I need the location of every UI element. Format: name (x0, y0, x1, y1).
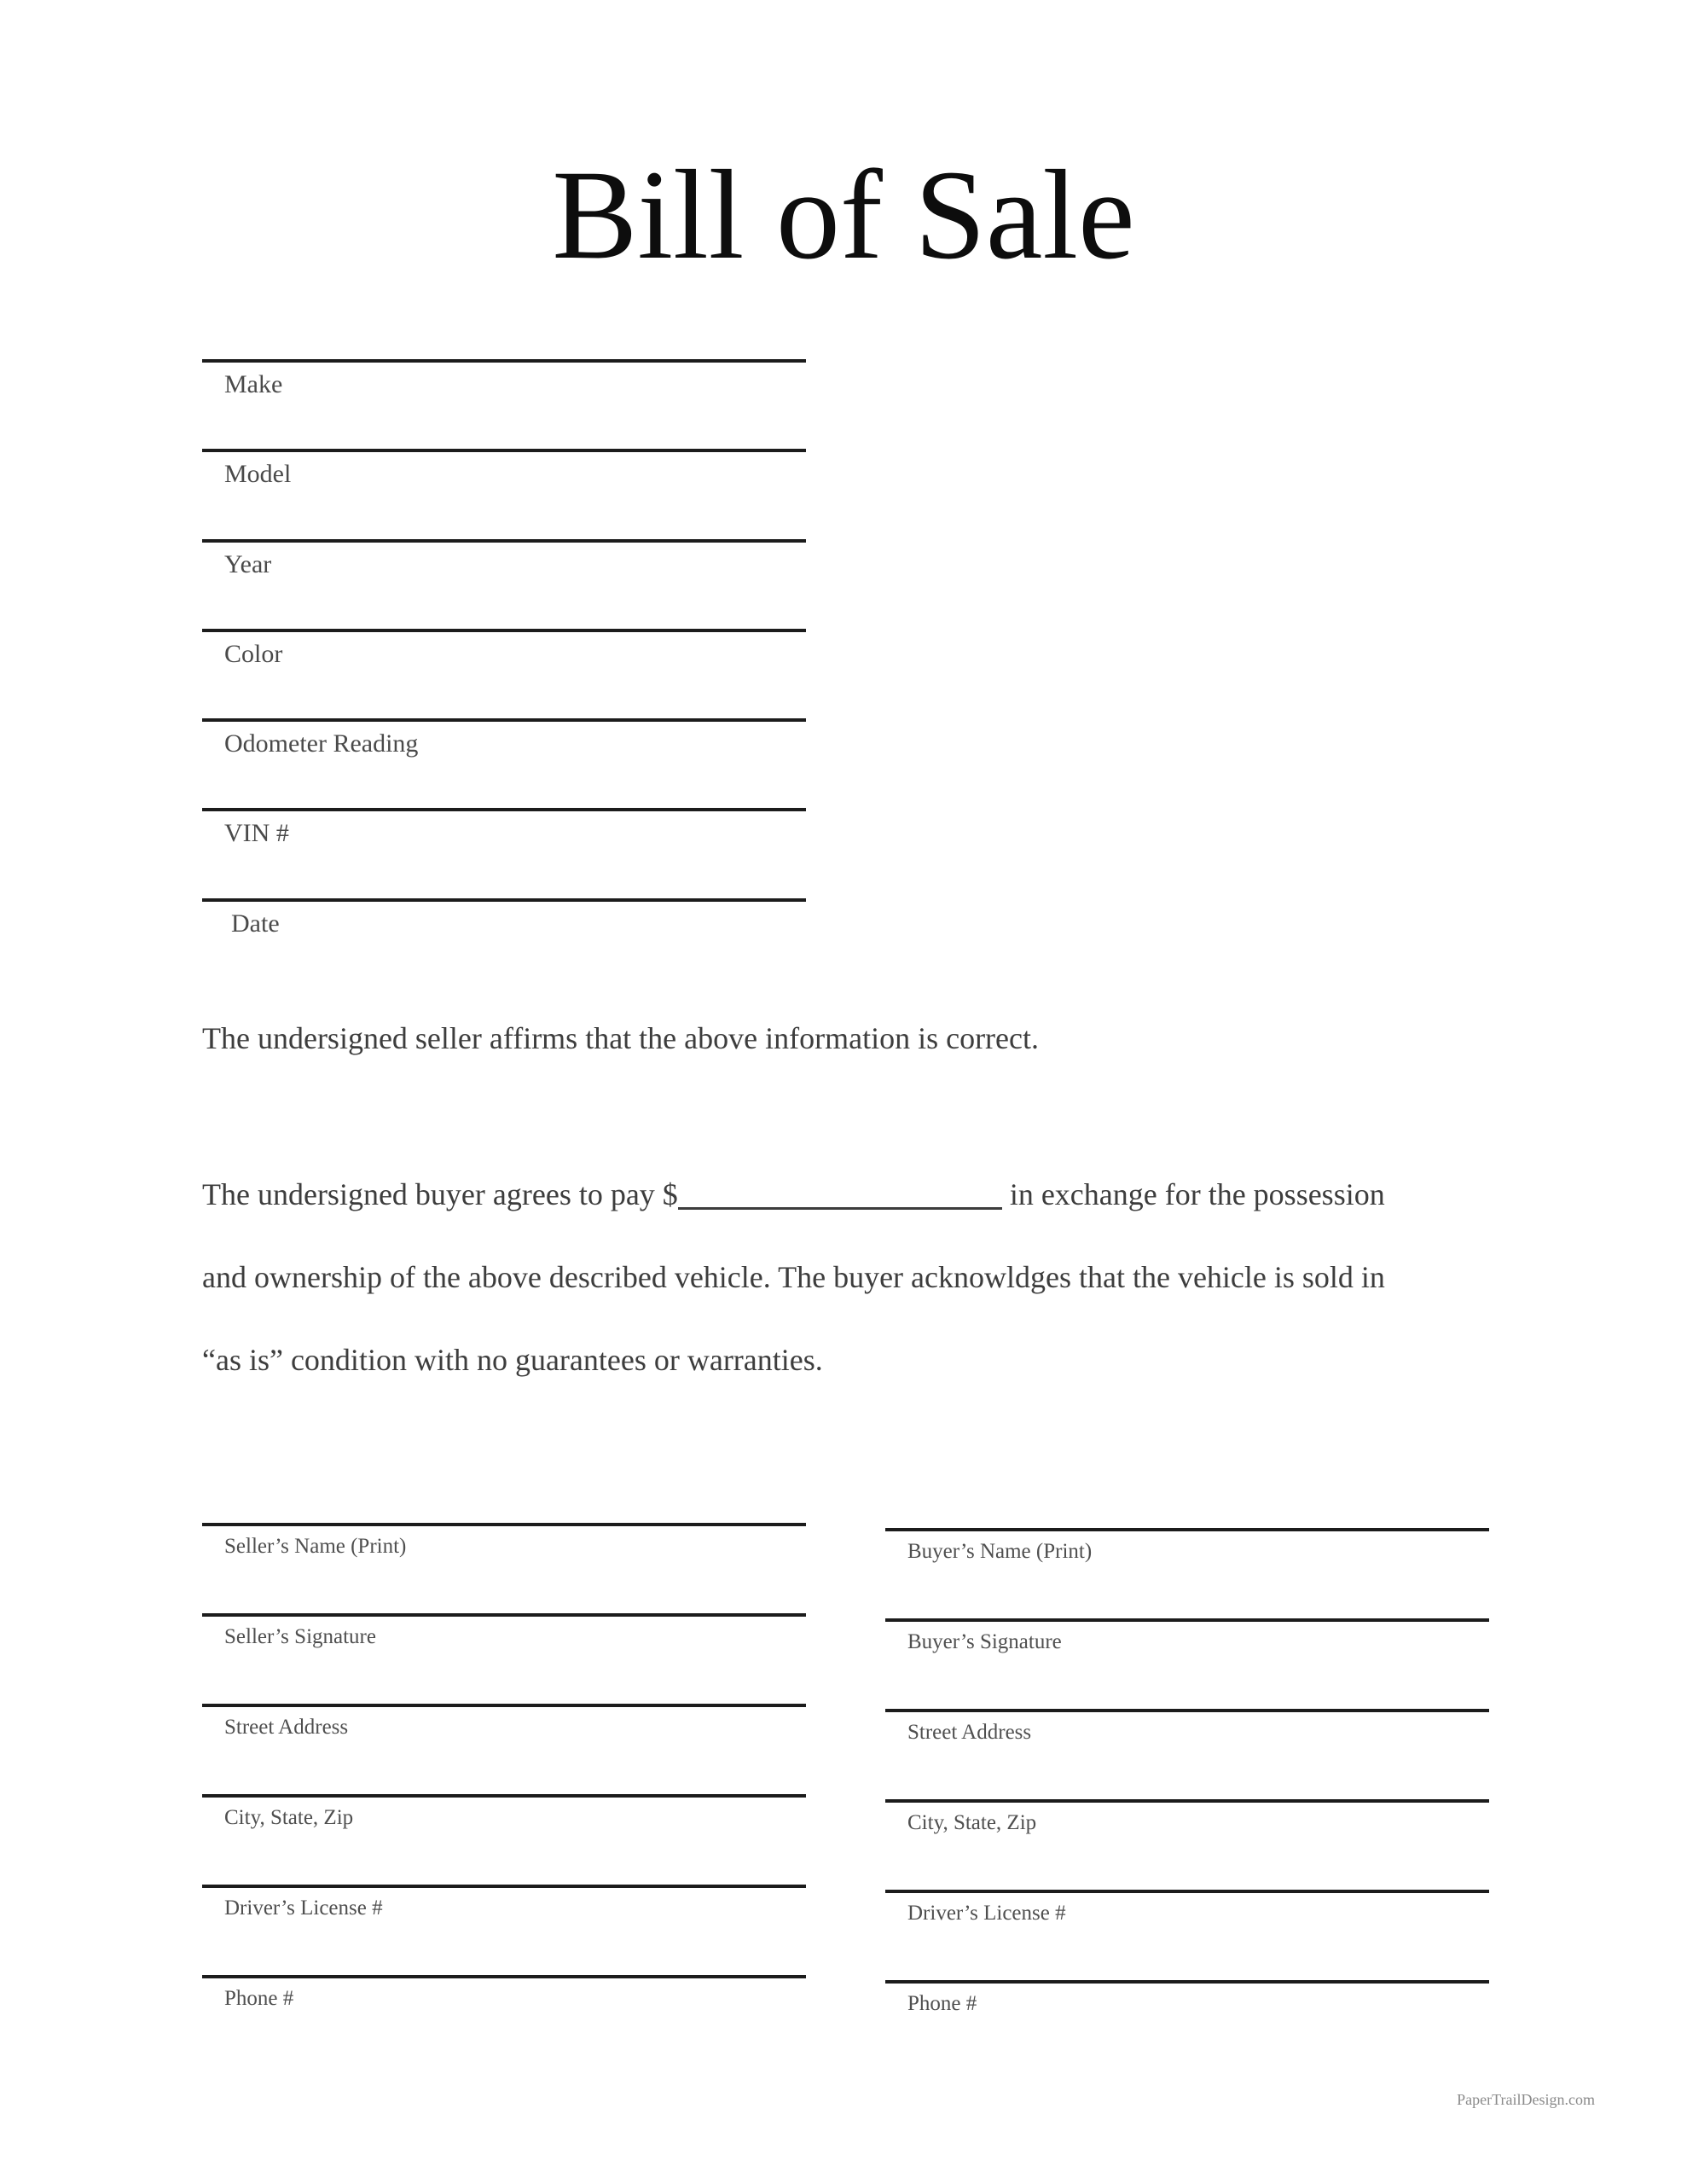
vin-field (202, 808, 806, 897)
color-field (202, 629, 806, 718)
seller-drivers-license-field-label: Driver’s License # (224, 1896, 383, 1920)
make-field (202, 359, 806, 449)
date-field-label: Date (231, 909, 280, 938)
color-field-label: Color (224, 639, 283, 668)
vehicle-info-section (202, 359, 806, 988)
buyer-agreement-line-2: and ownership of the above described vehicle. The buyer acknowldges that the vehicle is sold in (202, 1260, 1385, 1294)
buyer-name-field-label: Buyer’s Name (Print) (907, 1540, 1093, 1563)
seller-city-state-zip-field (202, 1794, 806, 1885)
buyer-agreement-text-before-blank: The undersigned buyer agrees to pay $ (202, 1177, 678, 1211)
buyer-drivers-license-field (885, 1890, 1489, 1980)
seller-city-state-zip-field-label: City, State, Zip (224, 1806, 354, 1829)
buyer-agreement-text-after-blank: in exchange for the possession (1001, 1177, 1385, 1211)
seller-phone-field-label: Phone # (224, 1987, 294, 2010)
date-field (202, 898, 806, 988)
seller-signature-section (202, 1523, 806, 2065)
buyer-agreement-line-3: “as is” condition with no guarantees or warranties. (202, 1343, 823, 1377)
model-field (202, 449, 806, 538)
year-field-label: Year (224, 549, 272, 578)
seller-signature-field (202, 1613, 806, 1704)
payment-amount-blank (678, 1176, 1002, 1210)
footer-branding: PaperTrailDesign.com (1457, 2091, 1595, 2108)
odometer-field-label: Odometer Reading (224, 729, 419, 758)
buyer-phone-field (885, 1980, 1489, 2071)
buyer-agreement-line-1 (202, 1153, 1533, 1236)
seller-name-field (202, 1523, 806, 1613)
seller-drivers-license-field (202, 1885, 806, 1975)
seller-signature-field-label: Seller’s Signature (224, 1625, 376, 1648)
year-field (202, 539, 806, 629)
buyer-signature-field-label: Buyer’s Signature (907, 1630, 1062, 1653)
buyer-name-field (885, 1528, 1489, 1618)
buyer-signature-section (885, 1528, 1489, 2071)
buyer-city-state-zip-field (885, 1799, 1489, 1890)
odometer-field (202, 718, 806, 808)
buyer-signature-field (885, 1618, 1489, 1709)
model-field-label: Model (224, 460, 292, 489)
buyer-agreement-paragraph (202, 1153, 1533, 1402)
make-field-label: Make (224, 370, 283, 398)
seller-name-field-label: Seller’s Name (Print) (224, 1535, 407, 1558)
seller-affirmation-paragraph: The undersigned seller affirms that the above information is correct. (202, 1021, 1039, 1055)
buyer-phone-field-label: Phone # (907, 1992, 977, 2015)
document-title: Bill of Sale (552, 144, 1135, 286)
buyer-street-address-field-label: Street Address (907, 1721, 1032, 1744)
seller-phone-field (202, 1975, 806, 2065)
vin-field-label: VIN # (224, 819, 289, 848)
buyer-street-address-field (885, 1709, 1489, 1799)
seller-street-address-field (202, 1704, 806, 1794)
buyer-drivers-license-field-label: Driver’s License # (907, 1902, 1066, 1925)
seller-street-address-field-label: Street Address (224, 1716, 349, 1739)
buyer-city-state-zip-field-label: City, State, Zip (907, 1811, 1037, 1834)
